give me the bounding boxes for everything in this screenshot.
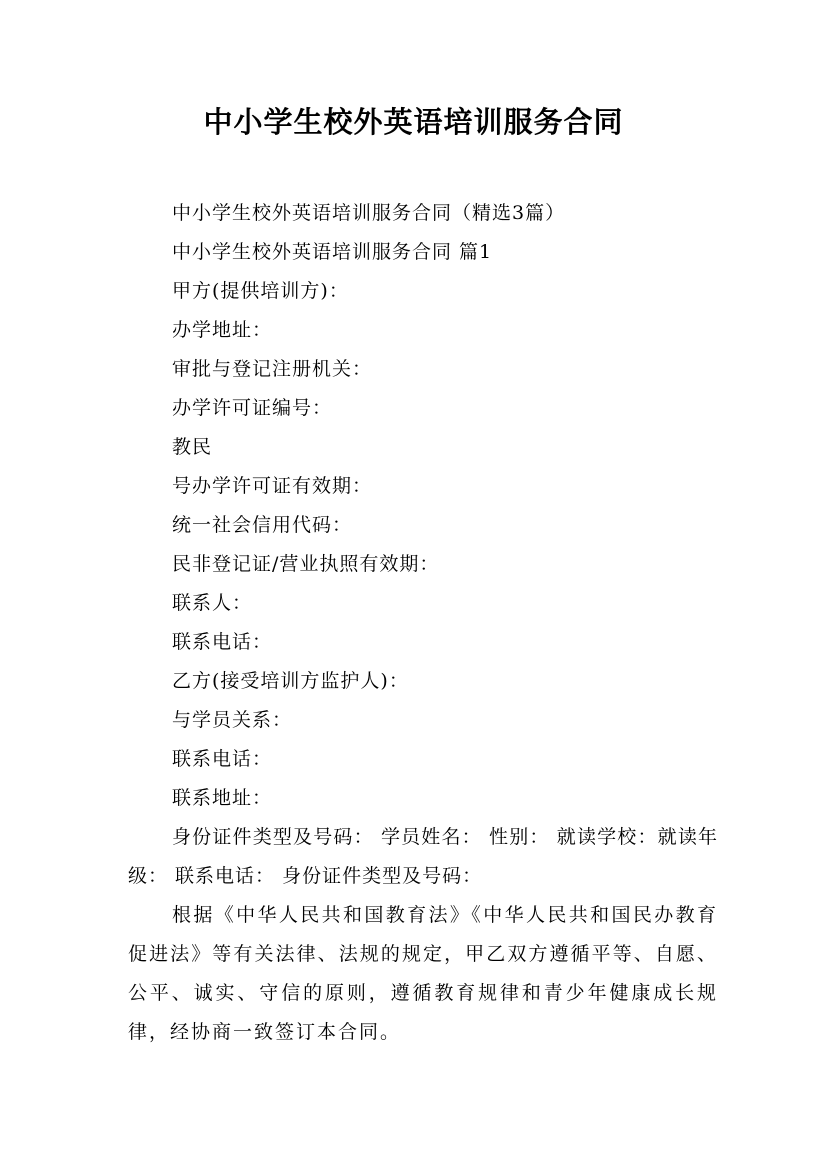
- license-number-field: 办学许可证编号：: [172, 397, 333, 419]
- approval-authority-field: 审批与登记注册机关：: [172, 358, 373, 380]
- registration-validity-field: 民非登记证/营业执照有效期：: [172, 553, 440, 575]
- party-b-phone-field: 联系电话：: [172, 748, 273, 770]
- section-heading: 中小学生校外英语培训服务合同 篇1: [172, 241, 493, 263]
- legal-basis-paragraph: 根据《中华人民共和国教育法》《中华人民共和国民办教育促进法》等有关法律、法规的规定，甲乙双方遵循平等、自愿、公平、诚实、守信的原则，遵循教育规律和青少年健康成长规律，经协商一致签订本合同。: [128, 904, 718, 1043]
- student-relation-field: 与学员关系：: [172, 709, 293, 731]
- student-info-paragraph: 身份证件类型及号码： 学员姓名： 性别： 就读学校：就读年级： 联系电话： 身份证件类型及号码：: [128, 826, 718, 887]
- document-body: [128, 194, 718, 1052]
- document-title: 中小学生校外英语培训服务合同: [203, 105, 624, 139]
- school-address-field: 办学地址：: [172, 319, 273, 341]
- contact-person-field: 联系人：: [172, 592, 253, 614]
- subtitle-line: 中小学生校外英语培训服务合同（精选3篇）: [172, 202, 566, 224]
- license-validity-field: 号办学许可证有效期：: [172, 475, 373, 497]
- party-b-label: 乙方(接受培训方监护人)：: [172, 670, 409, 692]
- license-prefix-field: 教民: [172, 436, 213, 458]
- party-a-phone-field: 联系电话：: [172, 631, 273, 653]
- party-a-label: 甲方(提供培训方)：: [172, 280, 349, 302]
- credit-code-field: 统一社会信用代码：: [172, 514, 353, 536]
- party-b-address-field: 联系地址：: [172, 787, 273, 809]
